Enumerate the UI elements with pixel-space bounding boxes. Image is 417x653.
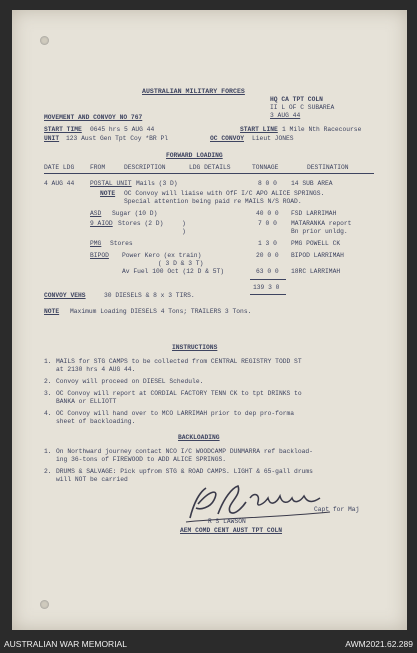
col-destination: DESTINATION: [307, 164, 349, 171]
instruction-line: BANKA or ELLIOTT: [56, 398, 117, 405]
asd-desc: Sugar (10 D): [112, 210, 158, 217]
asd-tons: 40 0 0: [256, 210, 279, 217]
note-text-1: OC Convoy will liaise with OfF I/C APO ALICE SPRINGS.: [124, 190, 325, 197]
bipod-from: BIPOD: [90, 252, 109, 259]
postal-tons: 8 0 0: [258, 180, 277, 187]
signature-name: R S LAWSON: [208, 518, 246, 525]
total-tons: 139 3 0: [253, 284, 280, 291]
instruction-num: 4.: [44, 410, 52, 417]
asd-dest: FSD LARRIMAH: [291, 210, 337, 217]
bipod-dest-1: BIPOD LARRIMAH: [291, 252, 344, 259]
start-time-value: 0645 hrs 5 AUG 44: [90, 126, 155, 133]
note-label: NOTE: [100, 190, 116, 197]
pmg-from: PMG: [90, 240, 102, 247]
note2-text: Maximum Loading DIESELS 4 Tons; TRAILERS 3 Tons.: [70, 308, 252, 315]
backloading-line: ing 36-tons of FIREWOOD to ADD ALICE SPRINGS.: [56, 456, 227, 463]
instruction-line: Convoy will proceed on DIESEL Schedule.: [56, 378, 204, 385]
asd-from: ASD: [90, 210, 102, 217]
aiod-tons: 7 0 0: [258, 220, 277, 227]
backloading-heading: BACKLOADING: [178, 434, 220, 441]
pmg-desc: Stores: [110, 240, 133, 247]
unit-value: 123 Aust Gen Tpt Coy *BR Pl: [66, 135, 169, 142]
punch-hole: [40, 36, 49, 45]
pmg-dest: PMG POWELL CK: [291, 240, 341, 247]
total-rule: [250, 294, 286, 295]
bracket-mark: ): [182, 220, 186, 227]
movement-number: MOVEMENT AND CONVOY NO 767: [44, 114, 143, 121]
start-line-label: START LINE: [240, 126, 278, 133]
pmg-tons: 1 3 0: [258, 240, 277, 247]
footer-institution: AUSTRALIAN WAR MEMORIAL: [4, 639, 127, 649]
instructions-heading: INSTRUCTIONS: [172, 344, 218, 351]
bipod-tons-1: 20 0 0: [256, 252, 279, 259]
aiod-dest-1: MATARANKA report: [291, 220, 352, 227]
unit-label: UNIT: [44, 135, 60, 142]
punch-hole: [40, 600, 49, 609]
start-line-value: 1 Mile Nth Racecourse: [282, 126, 362, 133]
instruction-line: sheet of backloading.: [56, 418, 136, 425]
col-description: DESCRIPTION: [124, 164, 166, 171]
postal-dest: 14 SUB AREA: [291, 180, 333, 187]
handwritten-signature: [180, 478, 340, 528]
backloading-line: DRUMS & SALVAGE: Pick upfrom STG & ROAD CAMPS. LIGHT & 65-gall drums: [56, 468, 313, 475]
note-text-2: Special attention being paid re MAILS N/S ROAD.: [124, 198, 302, 205]
note2-label: NOTE: [44, 308, 60, 315]
bipod-desc-1: Power Kero (ex train): [122, 252, 202, 259]
bracket-mark: ): [182, 228, 186, 235]
aiod-desc: Stores (2 D): [118, 220, 164, 227]
oc-convoy-value: Lieut JONES: [252, 135, 294, 142]
col-ldg-details: LDG DETAILS: [189, 164, 231, 171]
backloading-num: 1.: [44, 448, 52, 455]
header-date: 3 AUG 44: [270, 112, 301, 119]
aiod-from: 9 AIOD: [90, 220, 113, 227]
forward-loading-heading: FORWARD LOADING: [166, 152, 223, 159]
hq-line-1: HQ CA TPT COLN: [270, 96, 323, 103]
oc-convoy-label: OC CONVOY: [210, 135, 245, 142]
bipod-desc-2: ( 3 D & 3 T): [158, 260, 204, 267]
instruction-num: 2.: [44, 378, 52, 385]
backloading-num: 2.: [44, 468, 52, 475]
document-title: AUSTRALIAN MILITARY FORCES: [142, 88, 245, 95]
convoy-vehs-value: 30 DIESELS & 8 x 3 TIRS.: [104, 292, 195, 299]
start-time-label: START TIME: [44, 126, 82, 133]
row-date: 4 AUG 44: [44, 180, 75, 187]
hq-line-2: II L OF C SUBAREA: [270, 104, 335, 111]
document-page: [12, 10, 407, 630]
convoy-vehs-label: CONVOY VEHS: [44, 292, 86, 299]
total-rule: [250, 279, 286, 280]
col-from: FROM: [90, 164, 106, 171]
bipod-desc-3: Av Fuel 100 Oct (12 D & 5T): [122, 268, 225, 275]
instruction-num: 3.: [44, 390, 52, 397]
bipod-dest-2: 18RC LARRIMAH: [291, 268, 341, 275]
instruction-line: OC Convoy will hand over to MCO LARRIMAH prior to dep pro-forma: [56, 410, 295, 417]
aiod-dest-2: Bn prior unldg.: [291, 228, 348, 235]
instruction-line: OC Convoy will report at CORDIAL FACTORY TENN CK to tpt DRINKS to: [56, 390, 302, 397]
footer-accession-number: AWM2021.62.289: [345, 639, 413, 649]
signature-position: AEM COMD CENT AUST TPT COLN: [180, 527, 283, 534]
postal-from: POSTAL UNIT: [90, 180, 132, 187]
instruction-line: MAILS for STG CAMPS to be collected from CENTRAL REGISTRY TODD ST: [56, 358, 302, 365]
col-tonnage: TONNAGE: [252, 164, 279, 171]
col-date-ldg: DATE LDG: [44, 164, 75, 171]
table-header-rule: [44, 173, 374, 174]
backloading-line: will NOT be carried: [56, 476, 128, 483]
backloading-line: On Northward journey contact NCO I/C WOODCAMP DUNMARRA ref backload-: [56, 448, 313, 455]
instruction-line: at 2130 hrs 4 AUG 44.: [56, 366, 136, 373]
postal-desc: Mails (3 D): [136, 180, 178, 187]
signature-rank: Capt for Maj: [314, 506, 360, 513]
bipod-tons-2: 63 0 0: [256, 268, 279, 275]
instruction-num: 1.: [44, 358, 52, 365]
